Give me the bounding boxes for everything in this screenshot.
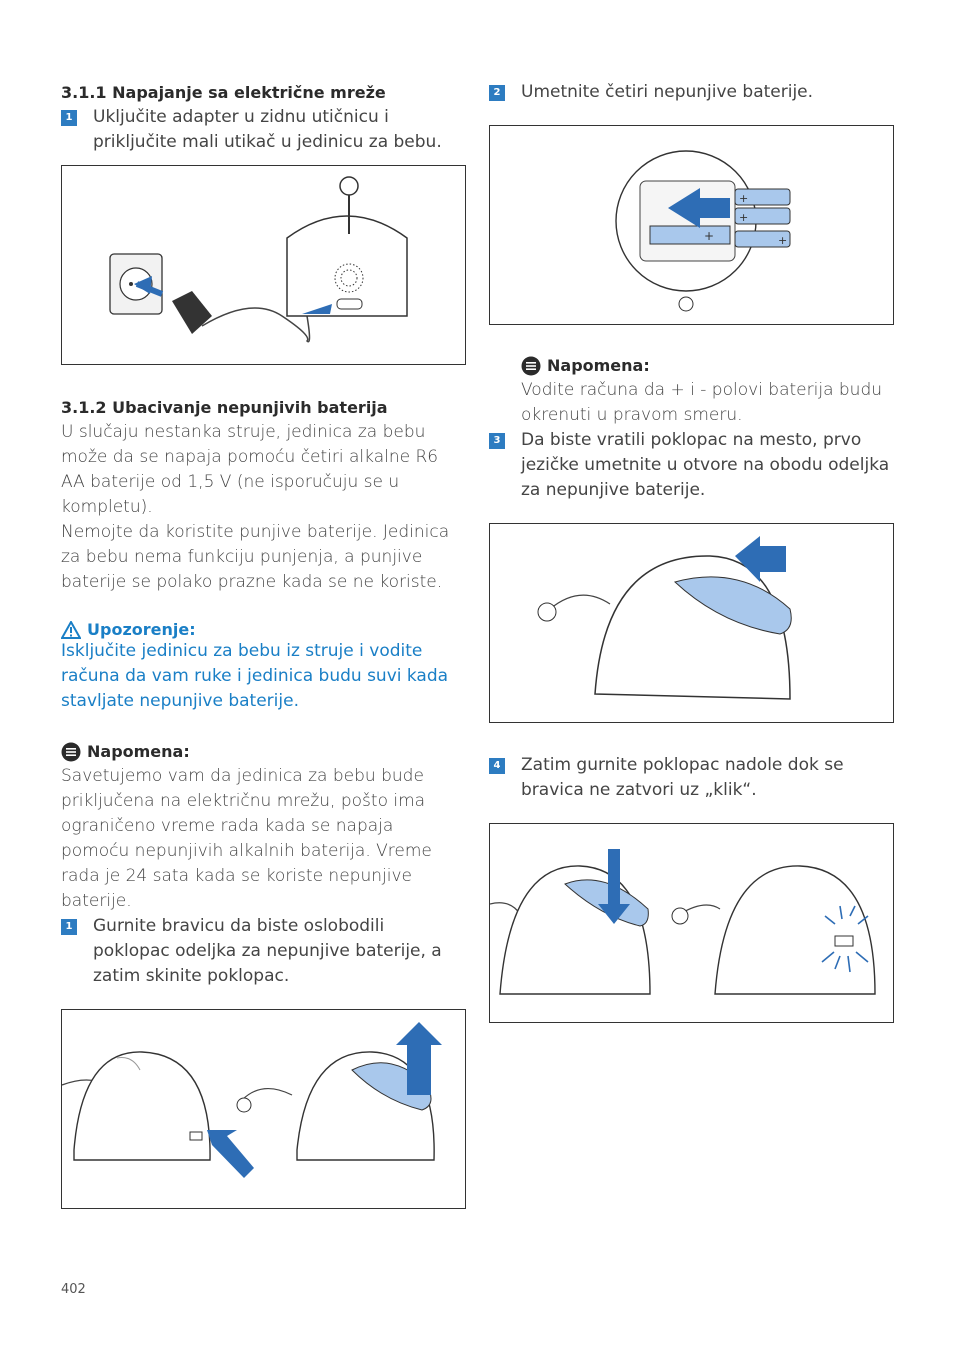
step-text: Gurnite bravicu da biste oslobodili poklopac odeljka za nepunjive baterije, a zatim skinite poklopac. <box>93 916 442 986</box>
step-text: Uključite adapter u zidnu utičnicu i priključite mali utikač u jedinicu za bebu. <box>93 107 442 152</box>
figure-insert-batteries <box>489 125 894 325</box>
insert-batteries-illustration <box>490 126 893 324</box>
close-cover-illustration <box>490 824 893 1022</box>
step-2-insert <box>489 80 894 105</box>
batteries-rechargeable-note: Nemojte da koristite punjive baterije. Jedinica za bebu nema funkciju punjenja, a punjive baterije se polako prazne kada se ne koriste. <box>61 522 450 592</box>
step-text: Zatim gurnite poklopac nadole dok se bravica ne zatvori uz „klik“. <box>521 755 844 800</box>
page-number: 402 <box>61 1282 86 1297</box>
note-text: Vodite računa da + i - polovi baterija budu okrenuti u pravom smeru. <box>521 380 883 425</box>
note-block-right <box>489 353 894 428</box>
figure-remove-cover <box>61 1009 466 1209</box>
batteries-intro: U slučaju nestanka struje, jedinica za bebu može da se napaja pomoću četiri alkalne R6 AA baterije od 1,5 V (ne isporučuju se u kompletu). <box>61 422 439 517</box>
figure-close-cover <box>489 823 894 1023</box>
warning-text: Isključite jedinicu za bebu iz struje i vodite računa da vam ruke i jedinica budu suvi kada stavljate nepunjive baterije. <box>61 641 449 711</box>
svg-text:+: + <box>778 234 788 247</box>
warning-icon <box>61 621 81 639</box>
section-heading-mains: 3.1.1 Napajanje sa električne mreže <box>61 83 386 102</box>
figure-replace-cover <box>489 523 894 723</box>
section-heading-batteries: 3.1.2 Ubacivanje nepunjivih baterija <box>61 398 388 417</box>
step-number: 1 <box>61 919 77 935</box>
note-title: Napomena: <box>87 742 190 761</box>
warning-block <box>61 620 466 714</box>
step-text: Umetnite četiri nepunjive baterije. <box>521 82 814 102</box>
note-text: Savetujemo vam da jedinica za bebu bude priključena na električnu mrežu, pošto ima ograničeno vreme rada kada se napaja pomoću nepunjivih alkalnih baterija. Vreme rada je 24 sata kada se koriste nepunjive baterije. <box>61 766 432 911</box>
step-number: 1 <box>61 110 77 126</box>
svg-text:+: + <box>739 211 749 224</box>
right-column <box>489 80 894 1023</box>
note-icon <box>521 356 541 376</box>
note-icon <box>61 742 81 762</box>
figure-adapter-plug <box>61 165 466 365</box>
step-4-close-cover <box>489 753 894 803</box>
warning-title: Upozorenje: <box>87 620 196 639</box>
step-number: 4 <box>489 758 505 774</box>
step-number: 3 <box>489 433 505 449</box>
step-3-replace-cover <box>489 428 894 503</box>
step-1-mains <box>61 105 466 155</box>
svg-text:+: + <box>739 192 749 205</box>
step-text: Da biste vratili poklopac na mesto, prvo jezičke umetnite u otvore na obodu odeljka za nepunjive baterije. <box>521 430 890 500</box>
note-title: Napomena: <box>547 356 650 375</box>
step-number: 2 <box>489 85 505 101</box>
left-column <box>61 80 466 1209</box>
remove-cover-illustration <box>62 1010 465 1208</box>
svg-text:+: + <box>704 229 715 243</box>
note-block <box>61 739 466 914</box>
step-1-cover <box>61 914 466 989</box>
replace-cover-illustration <box>490 524 893 722</box>
adapter-illustration <box>62 166 465 364</box>
